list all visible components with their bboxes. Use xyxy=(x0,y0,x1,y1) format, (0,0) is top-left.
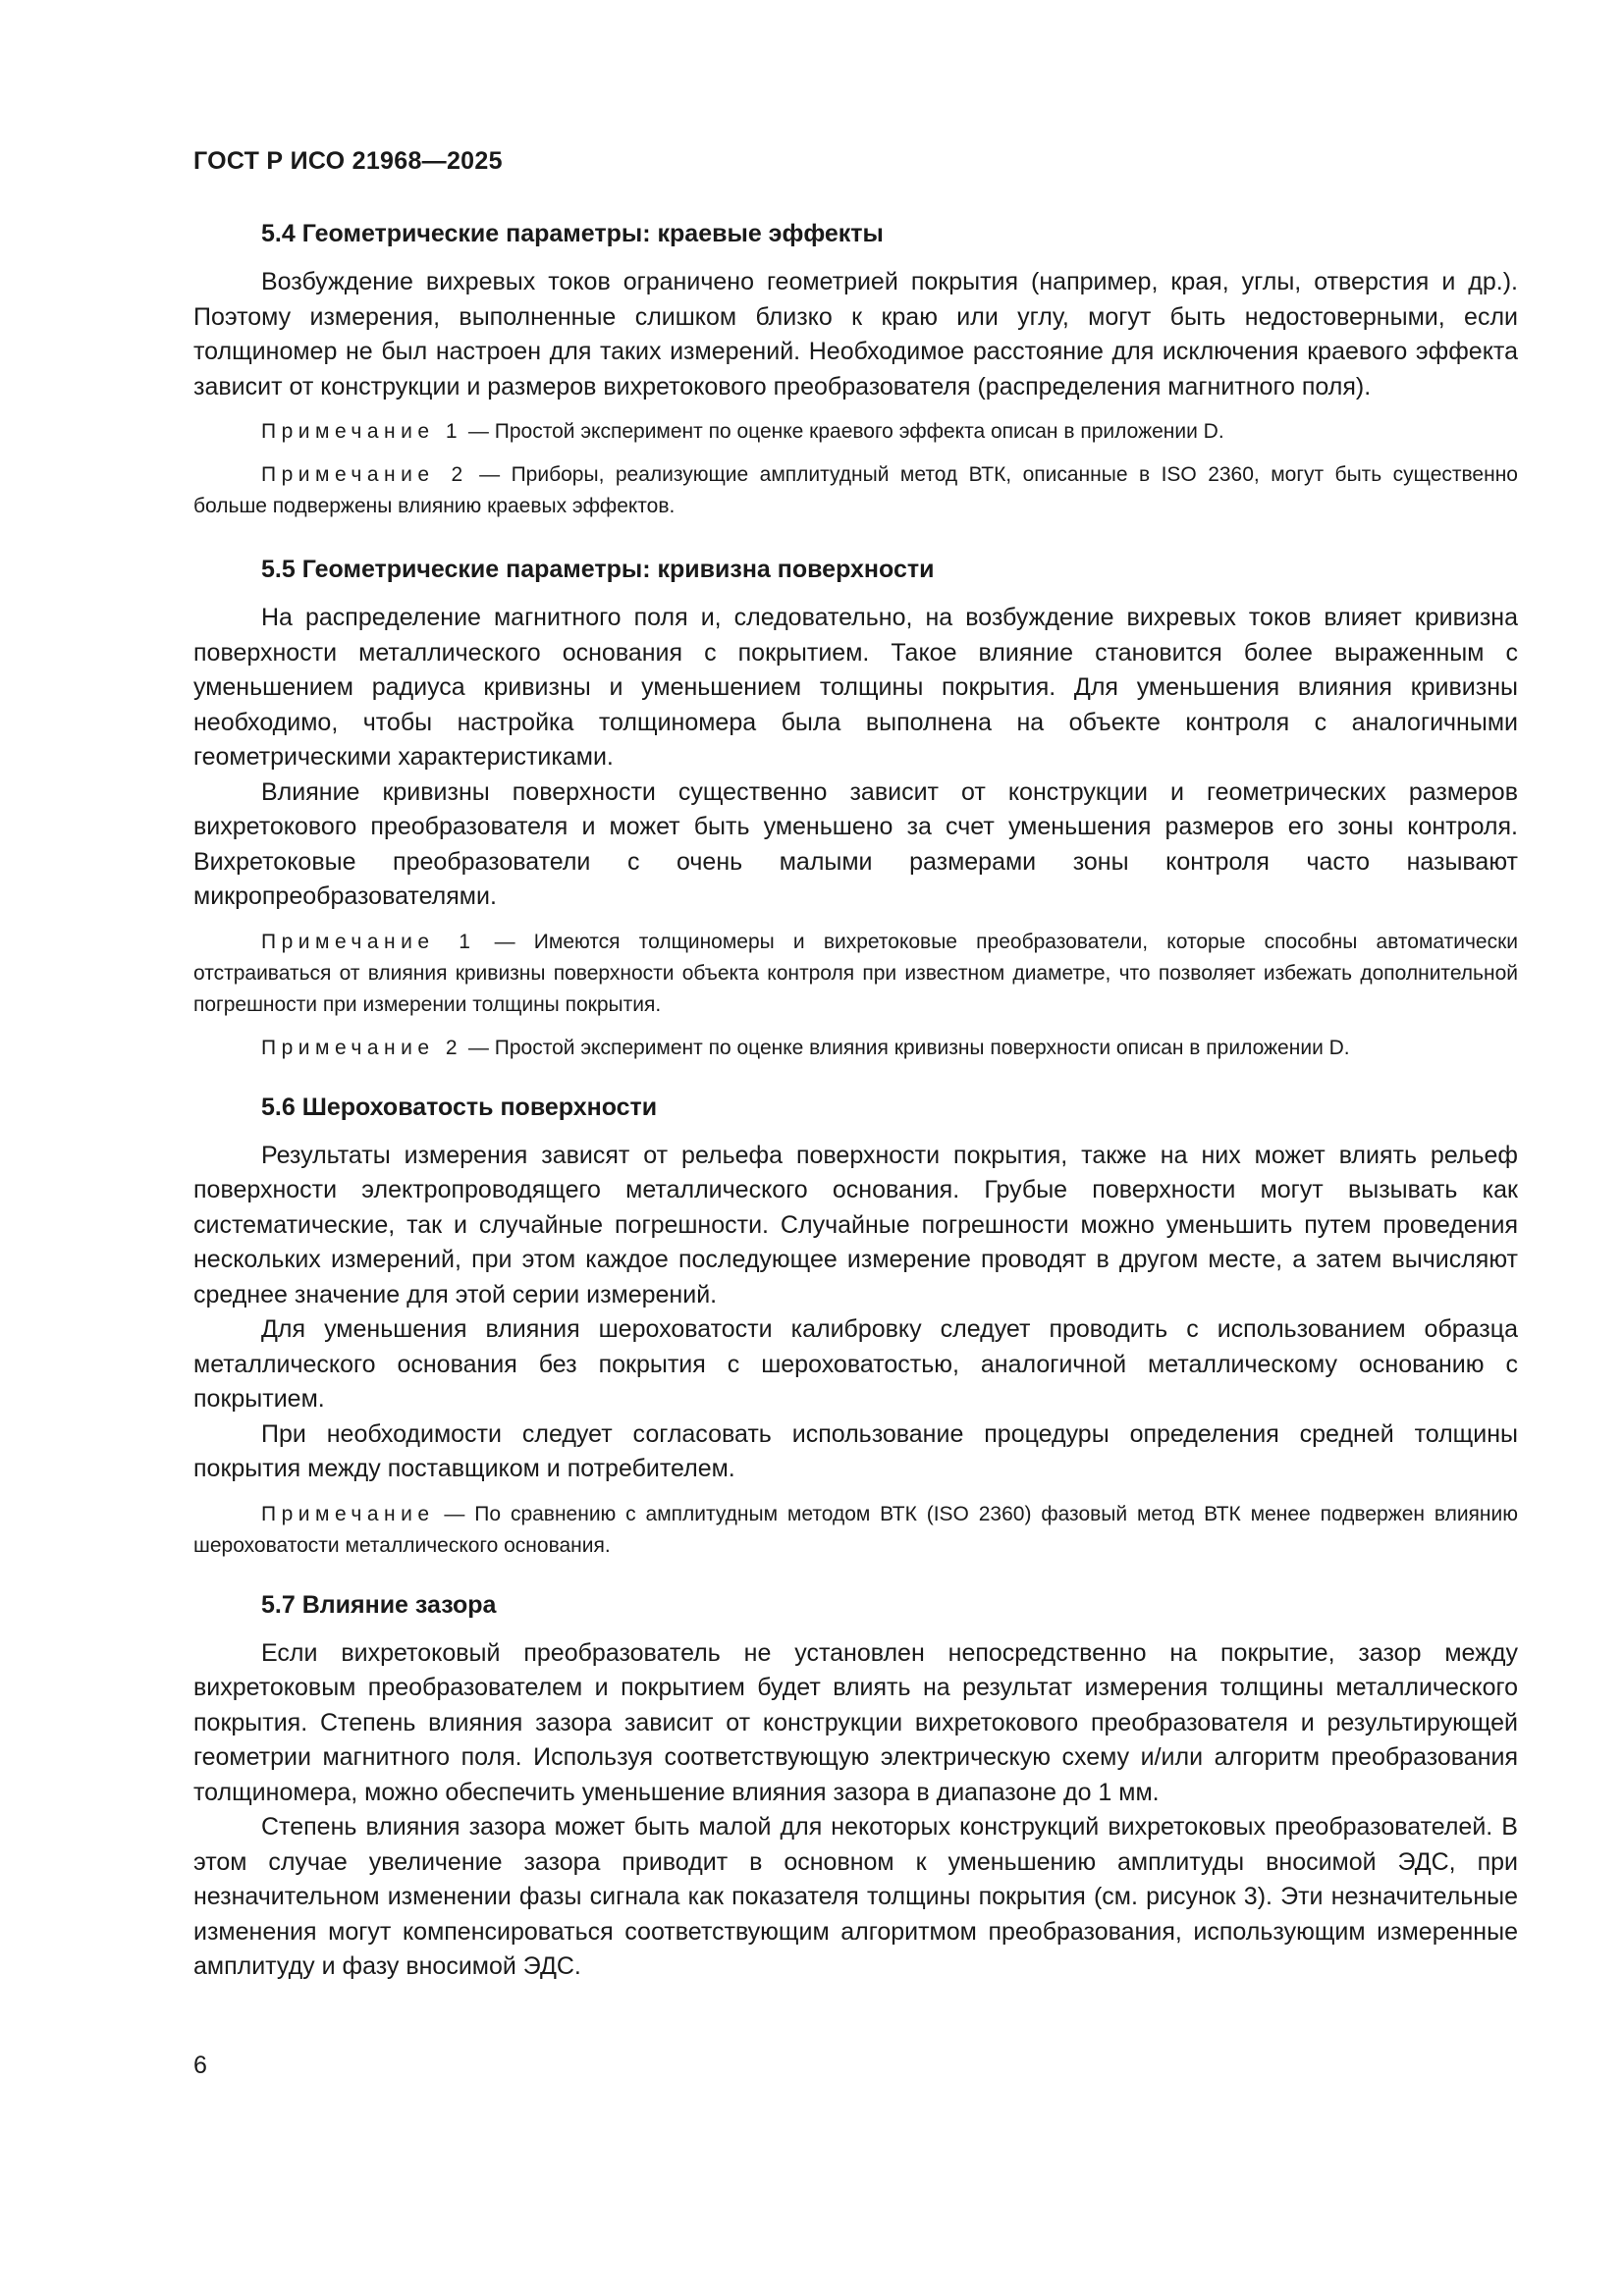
paragraph: Результаты измерения зависят от рельефа поверхности покрытия, также на них может влиять рельеф поверхности электропроводящего металлического основания. Грубые поверхности могут вызывать как систематические, так и случайные погрешности. Случайные погрешности можно уменьшить путем проведения нескольких измерений, при этом каждое последующее измерение проводят в другом месте, а затем вычисляют среднее значение для этой серии измерений. xyxy=(193,1141,1518,1308)
note xyxy=(193,459,1518,522)
note-text: — Простой эксперимент по оценке влияния кривизны поверхности описан в приложении D. xyxy=(462,1036,1350,1059)
note-label: Примечание 2 xyxy=(261,1036,463,1059)
paragraph: При необходимости следует согласовать использование процедуры определения средней толщины покрытия между поставщиком и потребителем. xyxy=(193,1419,1518,1482)
document-body xyxy=(193,216,1518,2010)
paragraph: Если вихретоковый преобразователь не установлен непосредственно на покрытие, зазор между вихретоковым преобразователем и покрытием будет влиять на результат измерения толщины металлического покрытия. Степень влияния зазора зависит от конструкции вихретокового преобразователя и результирующей геометрии магнитного поля. Используя соответствующую электрическую схему и/или алгоритм преобразования толщиномера, можно обеспечить уменьшение влияния зазора в диапазоне до 1 мм. xyxy=(193,1638,1518,1806)
section-5-6 xyxy=(193,1090,1518,1562)
document-header: ГОСТ Р ИСО 21968—2025 xyxy=(193,147,503,175)
note-text: — По сравнению с амплитудным методом ВТК (ISO 2360) фазовый метод ВТК менее подвержен влиянию шероховатости металлического основания. xyxy=(193,1502,1518,1557)
section-title: 5.6 Шероховатость поверхности xyxy=(261,1093,658,1121)
paragraph: Возбуждение вихревых токов ограничено геометрией покрытия (например, края, углы, отверстия и др.). Поэтому измерения, выполненные слишком близко к краю или углу, могут быть недостоверными, если толщиномер не был настроен для таких измерений. Необходимое расстояние для исключения краевого эффекта зависит от конструкции и размеров вихретокового преобразователя (распределения магнитного поля). xyxy=(193,268,1518,400)
paragraph: Для уменьшения влияния шероховатости калибровку следует проводить с использованием образца металлического основания без покрытия с шероховатостью, аналогичной металлическому основанию с покрытием. xyxy=(193,1315,1518,1413)
note-label: Примечание 2 xyxy=(261,463,468,486)
note-label: Примечание 1 xyxy=(261,420,463,443)
note-text: — Приборы, реализующие амплитудный метод ВТК, описанные в ISO 2360, могут быть существенно больше подвержены влиянию краевых эффектов. xyxy=(193,463,1518,517)
note-text: — Простой эксперимент по оценке краевого эффекта описан в приложении D. xyxy=(462,420,1224,443)
section-title: 5.7 Влияние зазора xyxy=(261,1590,497,1619)
section-5-4 xyxy=(193,216,1518,522)
paragraph: На распределение магнитного поля и, следовательно, на возбуждение вихревых токов влияет кривизна поверхности металлического основания с покрытием. Такое влияние становится более выраженным с уменьшением радиуса кривизны и уменьшением толщины покрытия. Для уменьшения влияния кривизны необходимо, чтобы настройка толщиномера была выполнена на объекте контроля с аналогичными геометрическими характеристиками. xyxy=(193,604,1518,771)
section-5-7 xyxy=(193,1587,1518,1985)
note-text: — Имеются толщиномеры и вихретоковые преобразователи, которые способны автоматически отстраиваться от влияния кривизны поверхности объекта контроля при известном диаметре, что позволяет избежать дополнительной погрешности при измерении толщины покрытия. xyxy=(193,930,1518,1016)
paragraph: Степень влияния зазора может быть малой для некоторых конструкций вихретоковых преобразователей. В этом случае увеличение зазора приводит в основном к уменьшению амплитуды вносимой ЭДС, при незначительном изменении фазы сигнала как показателя толщины покрытия (см. рисунок 3). Эти незначительные изменения могут компенсироваться соответствующим алгоритмом преобразования, использующим измеренные амплитуду и фазу вносимой ЭДС. xyxy=(193,1813,1518,1980)
note-label: Примечание xyxy=(261,1502,435,1525)
paragraph: Влияние кривизны поверхности существенно зависит от конструкции и геометрических размеров вихретокового преобразователя и может быть уменьшено за счет уменьшения размеров его зоны контроля. Вихретоковые преобразователи с очень малыми размерами зоны контроля часто называют микропреобразователями. xyxy=(193,777,1518,910)
section-title: 5.5 Геометрические параметры: кривизна поверхности xyxy=(261,556,935,583)
note xyxy=(193,927,1518,1021)
note xyxy=(193,1033,1518,1064)
section-5-5 xyxy=(193,552,1518,1064)
note-label: Примечание 1 xyxy=(261,930,476,953)
note xyxy=(193,416,1518,448)
note xyxy=(193,1499,1518,1562)
page-number: 6 xyxy=(193,2052,207,2079)
section-title: 5.4 Геометрические параметры: краевые эффекты xyxy=(261,220,884,247)
